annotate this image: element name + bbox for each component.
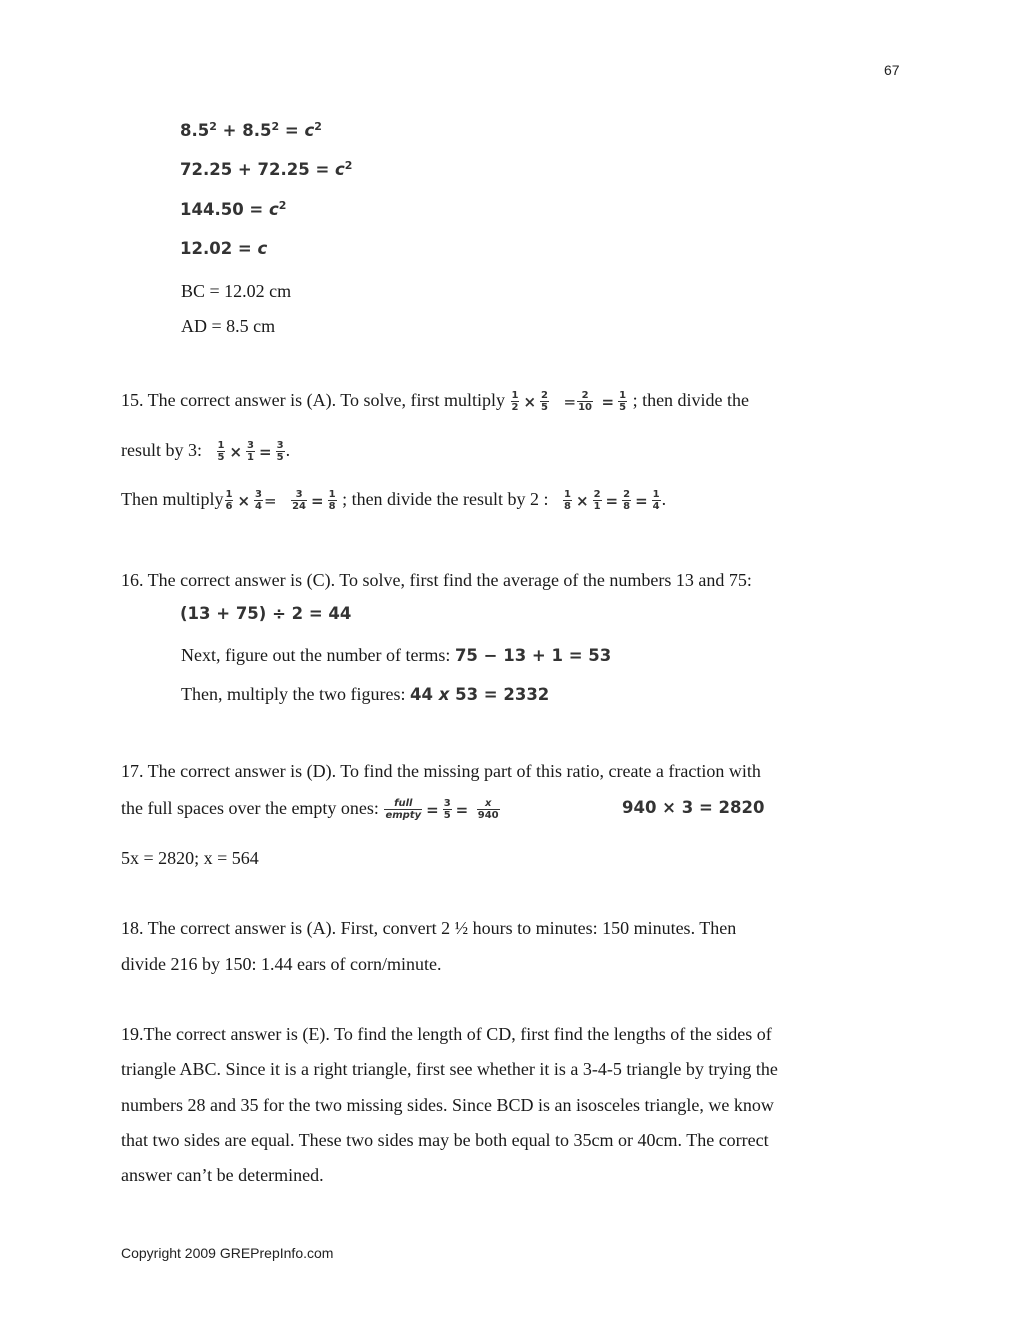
fraction: $\frac{1}{5}$ bbox=[619, 390, 627, 414]
fraction: $\frac{\text{full}}{\text{empty}}$ bbox=[385, 798, 422, 822]
equation-line-2: $72.25 + 72.25 = c^2$ bbox=[180, 159, 353, 179]
fraction: $\frac{x}{940}$ bbox=[477, 798, 499, 822]
q16-average-equation: (13 + 75) ÷ 2 = 44 bbox=[180, 604, 352, 623]
q17-line-1: 17. The correct answer is (D). To find the missing part of this ratio, create a fraction with bbox=[121, 761, 761, 781]
q18-line-2: divide 216 by 150: 1.44 ears of corn/minute. bbox=[121, 954, 442, 974]
bc-result: BC = 12.02 cm bbox=[181, 281, 292, 301]
ad-result: AD = 8.5 cm bbox=[181, 316, 276, 336]
fraction: $\frac{3}{5}$ bbox=[443, 798, 451, 822]
fraction: $\frac{3}{24}$ bbox=[292, 489, 307, 513]
q19-line-3: numbers 28 and 35 for the two missing sides. Since BCD is an isosceles triangle, we know bbox=[121, 1095, 774, 1115]
q15-line-2: result by 3: $\frac{1}{5}$ × $\frac{3}{1}$ = $\frac{3}{5}$ . bbox=[121, 440, 291, 464]
fraction: $\frac{1}{2}$ bbox=[511, 390, 519, 414]
fraction: $\frac{2}{5}$ bbox=[541, 390, 549, 414]
equation-line-1: $8.5^2 + 8.5^2 = c^2$ bbox=[180, 120, 322, 140]
q17-line-2: the full spaces over the empty ones: $\frac{\text{full}}{\text{empty}}$ = $\frac{3}{5}$ = $\frac{x}{940}$ bbox=[121, 798, 499, 822]
equation-line-3: $144.50 = c^2$ bbox=[180, 199, 287, 219]
fraction: $\frac{1}{8}$ bbox=[564, 489, 571, 513]
q18-line-1: 18. The correct answer is (A). First, convert 2 ½ hours to minutes: 150 minutes. Then bbox=[121, 918, 737, 938]
q19-line-5: answer can’t be determined. bbox=[121, 1165, 324, 1185]
q19-line-4: that two sides are equal. These two sides may be both equal to 35cm or 40cm. The correct bbox=[121, 1130, 769, 1150]
fraction: $\frac{3}{4}$ bbox=[255, 489, 263, 513]
fraction: $\frac{3}{1}$ bbox=[247, 440, 255, 464]
q15-line-3: Then multiply $\frac{1}{6}$ × $\frac{3}{4}$ = $\frac{3}{24}$ = $\frac{1}{8}$ ; then divide the result by 2 : $\frac{1}{8}$ × $\frac{2}{1}$ = $\frac{2}{8}$ = $\frac{1}{4}$ . bbox=[121, 489, 667, 513]
fraction: $\frac{1}{6}$ bbox=[225, 489, 233, 513]
q16-next-line: Next, figure out the number of terms: 75 − 13 + 1 = 53 bbox=[181, 645, 612, 665]
fraction: $\frac{2}{8}$ bbox=[623, 489, 631, 513]
fraction: $\frac{2}{10}$ bbox=[578, 390, 593, 414]
q19-line-2: triangle ABC. Since it is a right triangle, first see whether it is a 3-4-5 triangle by trying the bbox=[121, 1059, 778, 1079]
q17-result: 5x = 2820; x = 564 bbox=[121, 848, 259, 868]
q16-then-line: Then, multiply the two figures: 44 x 53 = 2332 bbox=[181, 684, 550, 704]
footer-copyright: Copyright 2009 GREPrepInfo.com bbox=[121, 1245, 334, 1261]
page-number: 67 bbox=[884, 62, 900, 78]
q16-line-1: 16. The correct answer is (C). To solve, first find the average of the numbers 13 and 75: bbox=[121, 570, 752, 590]
fraction: $\frac{1}{4}$ bbox=[652, 489, 660, 513]
q16-terms-equation: 75 − 13 + 1 = 53 bbox=[454, 646, 612, 665]
equation-line-4: 12.02 = c bbox=[180, 239, 268, 258]
fraction: $\frac{2}{1}$ bbox=[593, 489, 601, 513]
fraction: $\frac{1}{8}$ bbox=[328, 489, 336, 513]
q19-line-1: 19.The correct answer is (E). To find the length of CD, first find the lengths of the sides of bbox=[121, 1024, 772, 1044]
q15-line-1: 15. The correct answer is (A). To solve, first multiply $\frac{1}{2}$ × $\frac{2}{5}$ = $\frac{2}{10}$ = $\frac{1}{5}$ ; then divide the bbox=[121, 390, 750, 414]
q17-multiplication-equation: 940 × 3 = 2820 bbox=[622, 798, 765, 817]
q16-product-equation: 44 x 53 = 2332 bbox=[409, 685, 550, 704]
fraction: $\frac{3}{5}$ bbox=[276, 440, 284, 464]
fraction: $\frac{1}{5}$ bbox=[217, 440, 225, 464]
